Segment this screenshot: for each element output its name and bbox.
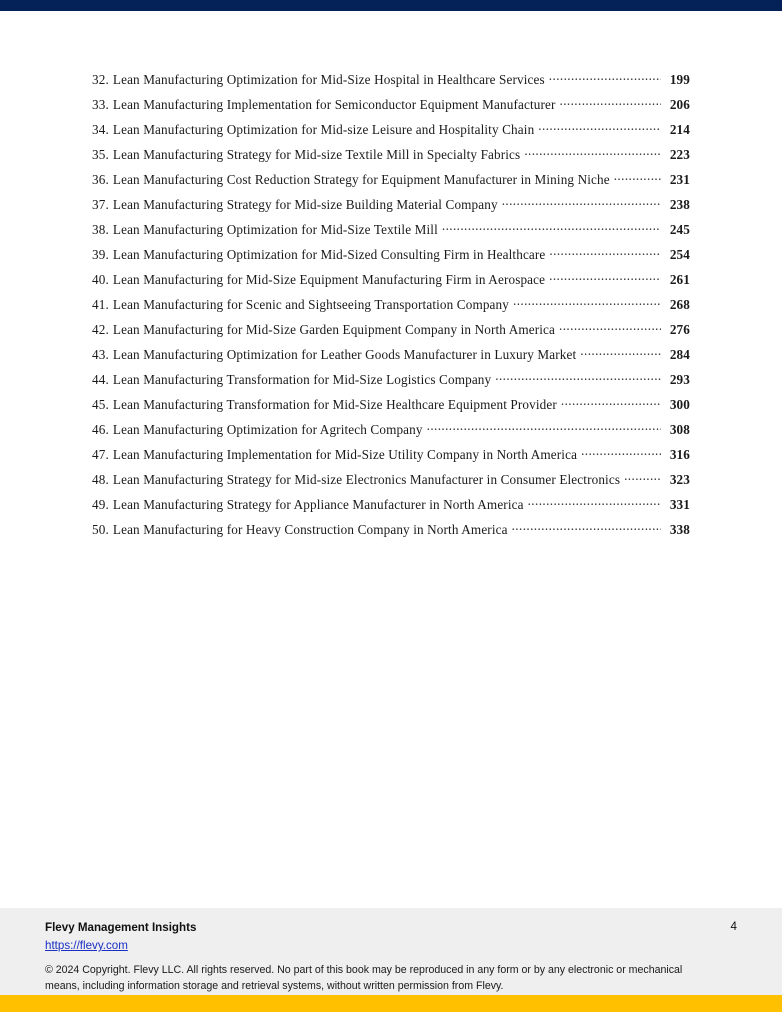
toc-entry-page-number: 308 (669, 422, 690, 438)
toc-dot-leader (512, 521, 661, 534)
toc-entry[interactable] (92, 196, 690, 221)
toc-entry[interactable] (92, 121, 690, 146)
toc-entry-title: Lean Manufacturing Optimization for Mid-Size Textile Mill (112, 222, 438, 238)
toc-entry-title: Lean Manufacturing Transformation for Mid-Size Logistics Company (112, 372, 492, 388)
toc-entry-title: Lean Manufacturing Cost Reduction Strategy for Equipment Manufacturer in Mining Niche (112, 172, 610, 188)
table-of-contents (92, 71, 690, 546)
toc-entry-number: 39. (92, 247, 109, 263)
toc-entry[interactable] (92, 396, 690, 421)
toc-entry-number: 46. (92, 422, 109, 438)
toc-entry[interactable] (92, 471, 690, 496)
toc-dot-leader (427, 421, 661, 434)
toc-entry[interactable] (92, 321, 690, 346)
toc-entry-title: Lean Manufacturing Optimization for Mid-size Leisure and Hospitality Chain (112, 122, 535, 138)
toc-entry-page-number: 323 (669, 472, 690, 488)
toc-entry-title: Lean Manufacturing for Mid-Size Garden Equipment Company in North America (112, 322, 556, 338)
toc-entry[interactable] (92, 71, 690, 96)
toc-entry[interactable] (92, 146, 690, 171)
toc-dot-leader (538, 121, 661, 134)
toc-entry-number: 34. (92, 122, 109, 138)
toc-entry-title: Lean Manufacturing Optimization for Agritech Company (112, 422, 423, 438)
top-accent-bar (0, 0, 782, 11)
toc-entry-page-number: 284 (669, 347, 690, 363)
toc-entry-page-number: 206 (669, 97, 690, 113)
toc-dot-leader (528, 496, 661, 509)
toc-entry-page-number: 276 (669, 322, 690, 338)
toc-dot-leader (614, 171, 661, 184)
toc-entry-title: Lean Manufacturing Optimization for Mid-Sized Consulting Firm in Healthcare (112, 247, 546, 263)
toc-entry-number: 41. (92, 297, 109, 313)
bottom-accent-bar (0, 995, 782, 1012)
toc-dot-leader (524, 146, 661, 159)
toc-entry-number: 45. (92, 397, 109, 413)
toc-entry-title: Lean Manufacturing Strategy for Mid-size Building Material Company (112, 197, 498, 213)
toc-entry-page-number: 300 (669, 397, 690, 413)
footer-header-row (45, 919, 737, 955)
toc-entry-page-number: 331 (669, 497, 690, 513)
toc-entry-page-number: 338 (669, 522, 690, 538)
toc-entry-title: Lean Manufacturing Strategy for Mid-size Textile Mill in Specialty Fabrics (112, 147, 521, 163)
toc-entry[interactable] (92, 221, 690, 246)
toc-entry-number: 48. (92, 472, 109, 488)
toc-entry-title: Lean Manufacturing for Heavy Construction Company in North America (112, 522, 508, 538)
toc-entry[interactable] (92, 171, 690, 196)
footer-copyright-text: © 2024 Copyright. Flevy LLC. All rights reserved. No part of this book may be reproduced in any form or by any electronic or mechanical means, including information storage and retrieval systems, without written permission from Flevy. (45, 964, 683, 993)
toc-entry[interactable] (92, 271, 690, 296)
toc-entry-page-number: 316 (669, 447, 690, 463)
toc-entry-title: Lean Manufacturing for Scenic and Sightseeing Transportation Company (112, 297, 509, 313)
toc-dot-leader (513, 296, 661, 309)
toc-entry-number: 50. (92, 522, 109, 538)
toc-entry-number: 49. (92, 497, 109, 513)
toc-entry-page-number: 223 (669, 147, 690, 163)
toc-entry-number: 38. (92, 222, 109, 238)
toc-dot-leader (549, 246, 661, 259)
toc-dot-leader (502, 196, 661, 209)
toc-entry-page-number: 231 (669, 172, 690, 188)
toc-entry[interactable] (92, 496, 690, 521)
toc-dot-leader (624, 471, 661, 484)
toc-entry[interactable] (92, 371, 690, 396)
toc-dot-leader (561, 396, 661, 409)
toc-entry-title: Lean Manufacturing Optimization for Mid-Size Hospital in Healthcare Services (112, 72, 545, 88)
toc-entry[interactable] (92, 521, 690, 546)
toc-dot-leader (549, 271, 661, 284)
footer-brand-name: Flevy Management Insights (45, 921, 197, 934)
footer-website-link[interactable]: https://flevy.com (45, 938, 128, 952)
toc-dot-leader (559, 321, 661, 334)
toc-entry-title: Lean Manufacturing Transformation for Mid-Size Healthcare Equipment Provider (112, 397, 557, 413)
toc-entry-title: Lean Manufacturing for Mid-Size Equipment Manufacturing Firm in Aerospace (112, 272, 546, 288)
toc-entry[interactable] (92, 296, 690, 321)
toc-entry-page-number: 261 (669, 272, 690, 288)
page-footer (0, 908, 782, 995)
toc-entry-page-number: 199 (669, 72, 690, 88)
toc-entry-number: 36. (92, 172, 109, 188)
toc-dot-leader (442, 221, 661, 234)
toc-dot-leader (495, 371, 661, 384)
toc-entry-title: Lean Manufacturing Optimization for Leather Goods Manufacturer in Luxury Market (112, 347, 577, 363)
toc-dot-leader (581, 446, 661, 459)
toc-entry-page-number: 268 (669, 297, 690, 313)
toc-entry-page-number: 245 (669, 222, 690, 238)
toc-entry-title: Lean Manufacturing Strategy for Mid-size Electronics Manufacturer in Consumer Electronics (112, 472, 621, 488)
toc-entry-number: 37. (92, 197, 109, 213)
toc-entry[interactable] (92, 421, 690, 446)
toc-entry-number: 42. (92, 322, 109, 338)
toc-entry-number: 32. (92, 72, 109, 88)
toc-dot-leader (549, 71, 661, 84)
toc-entry-number: 43. (92, 347, 109, 363)
toc-entry[interactable] (92, 96, 690, 121)
toc-entry-number: 33. (92, 97, 109, 113)
toc-entry-page-number: 254 (669, 247, 690, 263)
toc-entry-page-number: 238 (669, 197, 690, 213)
toc-entry-title: Lean Manufacturing Implementation for Mid-Size Utility Company in North America (112, 447, 578, 463)
footer-brand-block (45, 919, 196, 955)
toc-entry-page-number: 293 (669, 372, 690, 388)
toc-entry-page-number: 214 (669, 122, 690, 138)
toc-entry-title: Lean Manufacturing Strategy for Appliance Manufacturer in North America (112, 497, 524, 513)
toc-entry[interactable] (92, 346, 690, 371)
toc-entry-number: 44. (92, 372, 109, 388)
toc-entry-number: 35. (92, 147, 109, 163)
footer-page-number: 4 (730, 920, 737, 933)
toc-entry-number: 47. (92, 447, 109, 463)
toc-entry-title: Lean Manufacturing Implementation for Semiconductor Equipment Manufacturer (112, 97, 556, 113)
toc-entry[interactable] (92, 446, 690, 471)
toc-dot-leader (580, 346, 661, 359)
toc-entry-number: 40. (92, 272, 109, 288)
toc-entry[interactable] (92, 246, 690, 271)
toc-dot-leader (560, 96, 661, 109)
